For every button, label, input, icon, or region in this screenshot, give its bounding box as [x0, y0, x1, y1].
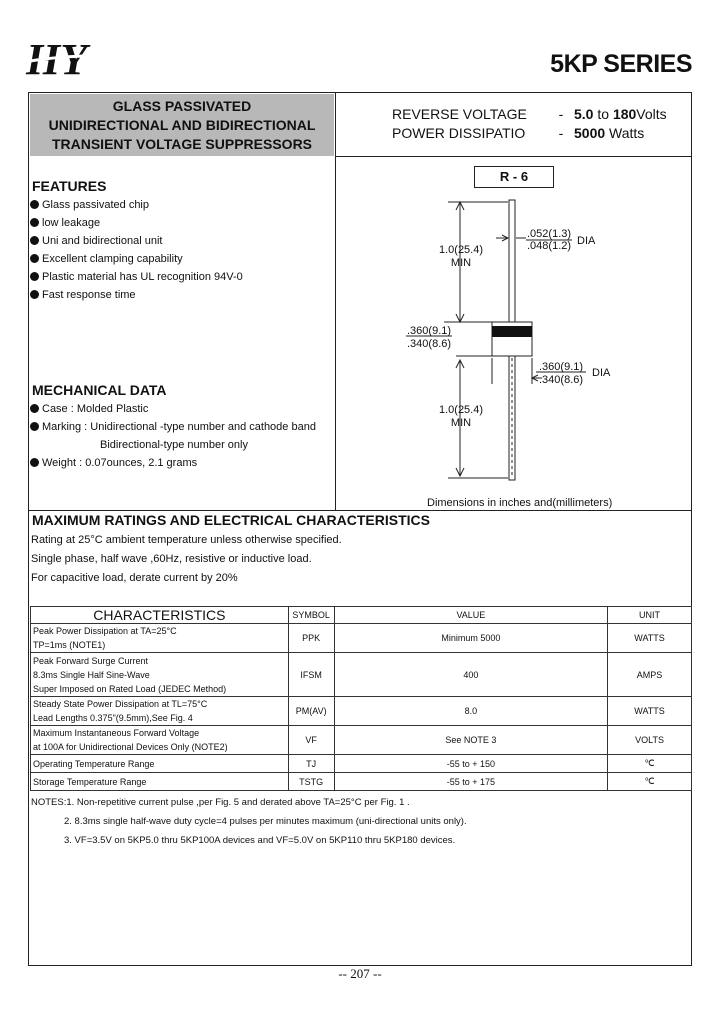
logo-text: HY [26, 38, 88, 82]
mechanical-list [30, 400, 330, 472]
title-line-3: TRANSIENT VOLTAGE SUPPRESSORS [51, 136, 313, 152]
col-value: VALUE [334, 607, 607, 624]
power-value: 5000 [574, 125, 606, 141]
reverse-voltage-min: 5.0 [574, 106, 594, 122]
rating-note-1: Rating at 25°C ambient temperature unless otherwise specified. [31, 534, 342, 546]
brand-logo [22, 38, 152, 82]
title-line-2: UNIDIRECTIONAL AND BIDIRECTIONAL [48, 117, 316, 133]
col-symbol: SYMBOL [288, 607, 334, 624]
table-row: Operating Temperature Range TJ -55 to + 150 ℃ [31, 755, 692, 773]
table-header-row [31, 607, 692, 624]
lead-dia-label: DIA [577, 235, 596, 247]
col-unit: UNIT [608, 607, 692, 624]
divider-section [28, 510, 692, 511]
list-item: Excellent clamping capability [30, 250, 243, 268]
characteristics-table [30, 606, 692, 791]
package-label: R - 6 [474, 166, 554, 188]
drawing-footer: Dimensions in inches and(millimeters) [427, 497, 613, 509]
power-unit: Watts [609, 125, 645, 141]
bullet-icon [30, 272, 39, 281]
power-label: POWER DISSIPATIO [392, 125, 526, 141]
note-1: NOTES:1. Non-repetitive current pulse ,per Fig. 5 and derated above TA=25°C per Fig. 1 . [31, 797, 410, 808]
bullet-icon [30, 290, 39, 299]
list-item: Weight : 0.07ounces, 2.1 grams [30, 454, 330, 472]
rating-note-3: For capacitive load, derate current by 20% [31, 572, 238, 584]
bullet-icon [30, 218, 39, 227]
dash: - [558, 125, 564, 141]
table-row: Peak Power Dissipation at TA=25°C TP=1ms (NOTE1) PPK Minimum 5000 WATTS [31, 624, 692, 653]
list-item: Glass passivated chip [30, 196, 243, 214]
bullet-icon [30, 404, 39, 413]
features-heading: FEATURES [32, 178, 107, 194]
bullet-icon [30, 254, 39, 263]
lead-len-top: 1.0(25.4) MIN [438, 244, 484, 269]
note-3: 3. VF=3.5V on 5KP5.0 thru 5KP100A devices and VF=5.0V on 5KP110 thru 5KP180 devices. [64, 835, 456, 846]
package-drawing [336, 186, 690, 508]
list-item: Case : Molded Plastic [30, 400, 330, 418]
bullet-icon [30, 458, 39, 467]
list-item: Bidirectional-type number only [100, 439, 248, 451]
product-title [30, 94, 334, 156]
list-item: Fast response time [30, 286, 243, 304]
mechanical-heading: MECHANICAL DATA [32, 382, 167, 398]
dash: - [558, 106, 564, 122]
max-ratings-heading: MAXIMUM RATINGS AND ELECTRICAL CHARACTERISTICS [32, 512, 430, 528]
table-row: Steady State Power Dissipation at TL=75°C Lead Lengths 0.375"(9.5mm),See Fig. 4 PM(AV) 8.0 WATTS [31, 697, 692, 726]
features-list [30, 196, 243, 304]
rating-note-2: Single phase, half wave ,60Hz, resistive or inductive load. [31, 553, 312, 565]
list-item: Marking : Unidirectional -type number and cathode band [30, 418, 330, 436]
reverse-voltage-unit: Volts [636, 106, 667, 122]
title-line-1: GLASS PASSIVATED [112, 98, 252, 114]
body-dia-dim: .360(9.1) .340(8.6) [539, 361, 584, 386]
series-title: 5KP SERIES [550, 50, 692, 78]
reverse-voltage-label: REVERSE VOLTAGE [392, 106, 527, 122]
bullet-icon [30, 422, 39, 431]
reverse-voltage-max: 180 [612, 106, 637, 122]
table-row: Storage Temperature Range TSTG -55 to + 175 ℃ [31, 773, 692, 791]
list-item: low leakage [30, 214, 243, 232]
list-item: Uni and bidirectional unit [30, 232, 243, 250]
note-2: 2. 8.3ms single half-wave duty cycle=4 pulses per minutes maximum (uni-directional units only). [64, 816, 467, 827]
list-item: Plastic material has UL recognition 94V-0 [30, 268, 243, 286]
page-number: -- 207 -- [338, 966, 382, 981]
lead-len-bottom: 1.0(25.4) MIN [438, 404, 484, 429]
bullet-icon [30, 200, 39, 209]
body-len-dim: .360(9.1) .340(8.6) [407, 325, 452, 350]
body-dia-label: DIA [592, 367, 611, 379]
bullet-icon [30, 236, 39, 245]
table-row: Peak Forward Surge Current 8.3ms Single Half Sine-Wave Super Imposed on Rated Load (JEDEC Method) IFSM 400 AMPS [31, 653, 692, 697]
divider-header [335, 156, 692, 157]
col-characteristics: CHARACTERISTICS [31, 607, 289, 624]
ratings-summary [340, 105, 690, 143]
lead-dia-dim: .052(1.3) .048(1.2) [527, 228, 572, 252]
reverse-voltage-to: to [597, 106, 610, 122]
table-row: Maximum Instantaneous Forward Voltage at 100A for Unidirectional Devices Only (NOTE2) VF See NOTE 3 VOLTS [31, 726, 692, 755]
